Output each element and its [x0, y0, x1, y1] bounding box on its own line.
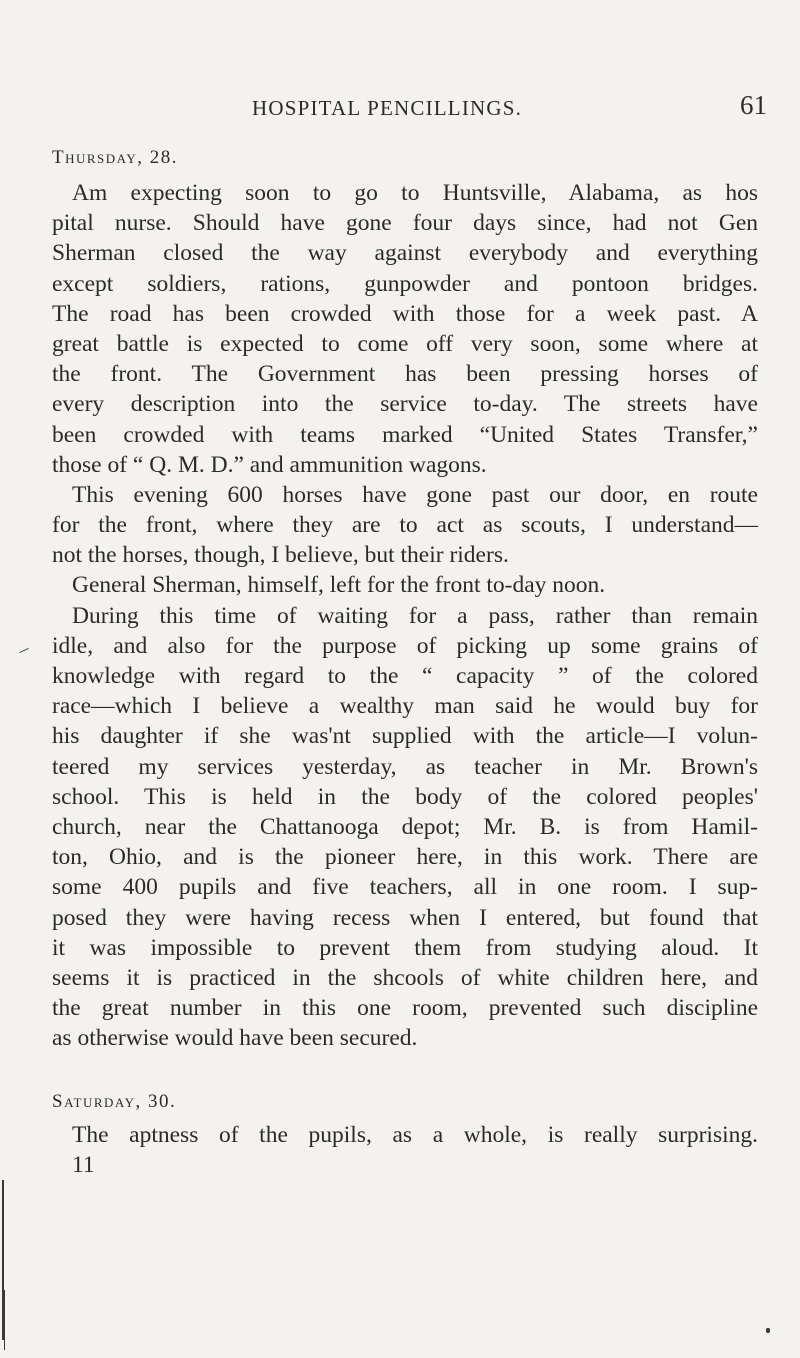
- text-line: great battle is expected to come off very soon, some where at: [52, 330, 758, 357]
- text-line: idle, and also for the purpose of picking up some grains of: [52, 632, 758, 659]
- text-line: the great number in this one room, prevented such discipline: [52, 995, 758, 1022]
- page-number: 61: [740, 90, 767, 120]
- text-line: During this time of waiting for a pass, rather than remain: [72, 602, 758, 629]
- entry-text-saturday: [52, 1120, 758, 1150]
- ink-speck: [766, 1328, 770, 1333]
- text-line: as otherwise would have been secured.: [52, 1025, 418, 1052]
- text-line: Sherman closed the way against everybody and everything: [52, 240, 758, 267]
- text-line: The road has been crowded with those for a week past. A: [52, 300, 758, 327]
- text-line: The aptness of the pupils, as a whole, is really surprising.: [72, 1122, 758, 1148]
- margin-mark: [19, 648, 28, 653]
- text-line: Am expecting soon to go to Huntsville, Alabama, as hos: [72, 180, 758, 206]
- text-line: the front. The Government has been pressing horses of: [52, 361, 758, 388]
- text-line: ton, Ohio, and is the pioneer here, in this work. There are: [52, 844, 758, 871]
- text-line: teered my services yesterday, as teacher in Mr. Brown's: [52, 753, 758, 780]
- text-line: knowledge with regard to the “ capacity ” of the colored: [52, 663, 758, 689]
- text-line: race—which I believe a wealthy man said he would buy for: [52, 693, 758, 720]
- text-line: posed they were having recess when I entered, but found that: [52, 904, 758, 931]
- text-line: pital nurse. Should have gone four days since, had not Gen: [52, 210, 758, 237]
- signature-mark: 11: [72, 1152, 95, 1178]
- text-line: except soldiers, rations, gunpowder and pontoon bridges.: [52, 270, 758, 297]
- entry-date-thursday: Thursday, 28.: [52, 147, 179, 168]
- entry-text-thursday: [52, 178, 758, 1053]
- text-line: church, near the Chattanooga depot; Mr. B. is from Hamil-: [52, 813, 758, 840]
- running-head: HOSPITAL PENCILLINGS.: [252, 96, 523, 120]
- entry-date-saturday: Saturday, 30.: [52, 1091, 177, 1112]
- text-line: for the front, where they are to act as scouts, I understand—: [52, 512, 758, 539]
- text-line: This evening 600 horses have gone past our door, en route: [72, 481, 758, 508]
- text-line: some 400 pupils and five teachers, all in one room. I sup-: [52, 874, 758, 901]
- text-line: his daughter if she was'nt supplied with the article—I volun-: [52, 723, 758, 750]
- text-line: school. This is held in the body of the colored peoples': [52, 783, 758, 810]
- text-line: not the horses, though, I believe, but their riders.: [52, 542, 509, 569]
- text-line: those of “ Q. M. D.” and ammunition wagons.: [52, 451, 487, 478]
- text-line: every description into the service to-day. The streets have: [52, 391, 758, 418]
- text-line: been crowded with teams marked “United States Transfer,”: [52, 421, 758, 448]
- text-line: General Sherman, himself, left for the front to-day noon.: [72, 572, 606, 599]
- text-line: seems it is practiced in the shcools of white children here, and: [52, 964, 758, 991]
- text-line: it was impossible to prevent them from studying aloud. It: [52, 934, 758, 961]
- page-edge-shadow: [4, 1290, 5, 1350]
